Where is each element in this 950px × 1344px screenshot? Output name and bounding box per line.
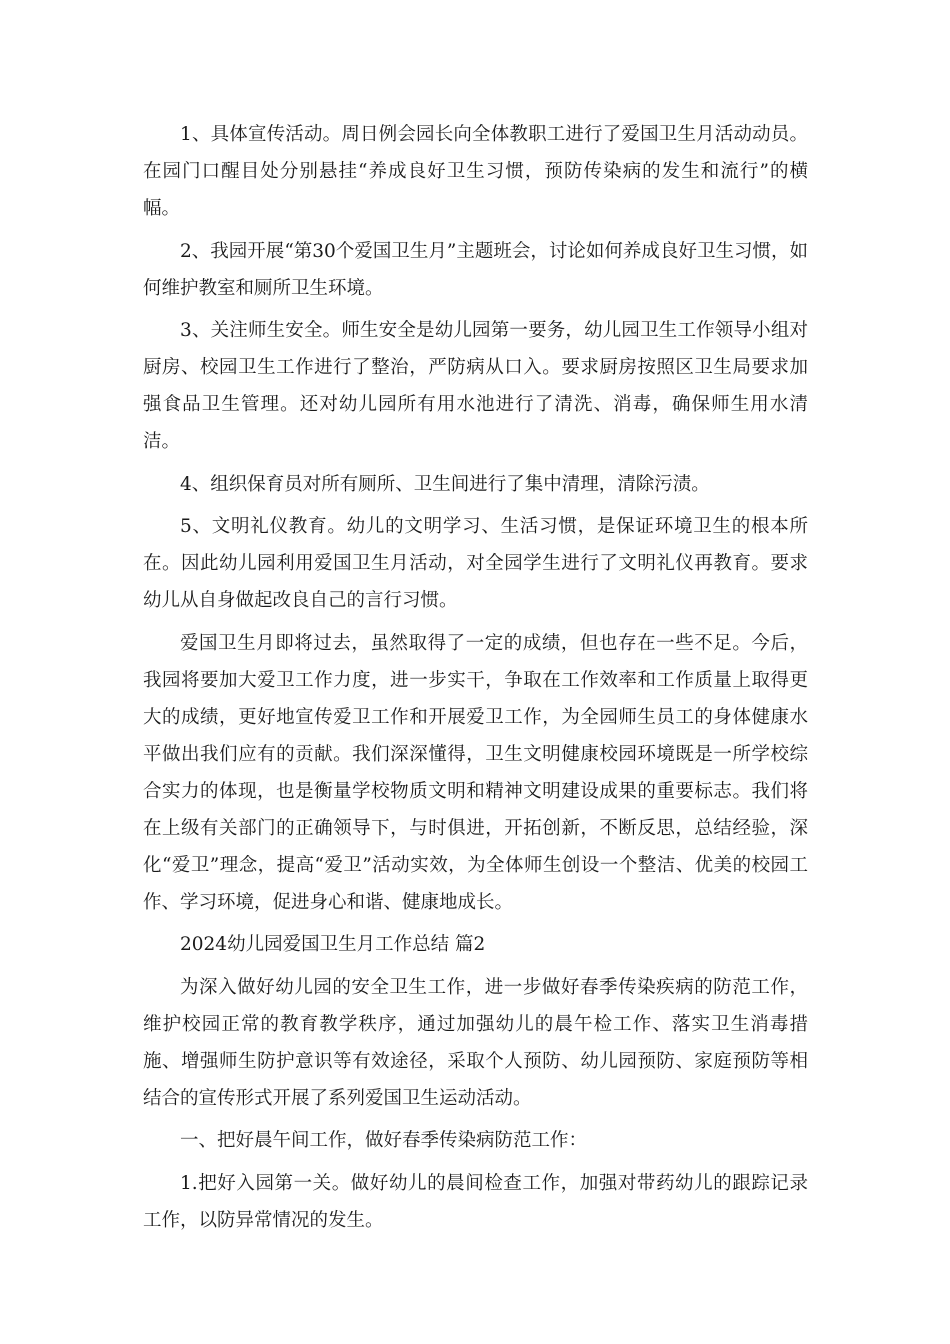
paragraph-toilet-cleaning: 4、组织保育员对所有厕所、卫生间进行了集中清理，清除污渍。 bbox=[180, 473, 710, 495]
paragraph-safety: 3、关注师生安全。师生安全是幼儿园第一要务，幼儿园卫生工作领导小组对厨房、校园卫生工作进行了整治，严防病从口入。要求厨房按照区卫生局要求加强食品卫生管理。还对幼儿园所有用水池进行了清洗、消毒，确保师生用水清洁。 bbox=[143, 320, 808, 452]
paragraph-etiquette-education: 5、文明礼仪教育。幼儿的文明学习、生活习惯，是保证环境卫生的根本所在。因此幼儿园利用爱国卫生月活动，对全园学生进行了文明礼仪再教育。要求幼儿从自身做起改良自己的言行习惯。 bbox=[143, 516, 808, 611]
paragraph-section-one-title: 一、把好晨午间工作，做好春季传染病防范工作： bbox=[180, 1130, 588, 1151]
document-body bbox=[143, 116, 808, 1239]
paragraph-morning-check: 1.把好入园第一关。做好幼儿的晨间检查工作，加强对带药幼儿的跟踪记录工作，以防异常情况的发生。 bbox=[143, 1172, 808, 1231]
paragraph-summary: 爱国卫生月即将过去，虽然取得了一定的成绩，但也存在一些不足。今后，我园将要加大爱卫工作力度，进一步实干，争取在工作效率和工作质量上取得更大的成绩，更好地宣传爱卫工作和开展爱卫工作，为全园师生员工的身体健康水平做出我们应有的贡献。我们深深懂得，卫生文明健康校园环境既是一所学校综合实力的体现，也是衡量学校物质文明和精神文明建设成果的重要标志。我们将在上级有关部门的正确领导下，与时俱进，开拓创新，不断反思，总结经验，深化“爱卫”理念，提高“爱卫”活动实效，为全体师生创设一个整洁、优美的校园工作、学习环境，促进身心和谐、健康地成长。 bbox=[143, 632, 808, 913]
paragraph-publicity-activity: 1、具体宣传活动。周日例会园长向全体教职工进行了爱国卫生月活动动员。在园门口醒目处分别悬挂“养成良好卫生习惯，预防传染病的发生和流行”的横幅。 bbox=[143, 124, 808, 219]
paragraph-part-2-intro: 为深入做好幼儿园的安全卫生工作，进一步做好春季传染疾病的防范工作，维护校园正常的教育教学秩序，通过加强幼儿的晨午检工作、落实卫生消毒措施、增强师生防护意识等有效途径，采取个人预防、幼儿园预防、家庭预防等相结合的宣传形式开展了系列爱国卫生运动活动。 bbox=[143, 976, 808, 1109]
paragraph-theme-class-meeting: 2、我园开展“第30个爱国卫生月”主题班会，讨论如何养成良好卫生习惯，如何维护教室和厕所卫生环境。 bbox=[143, 240, 808, 299]
section-heading-part-2: 2024幼儿园爱国卫生月工作总结 篇2 bbox=[180, 934, 486, 955]
